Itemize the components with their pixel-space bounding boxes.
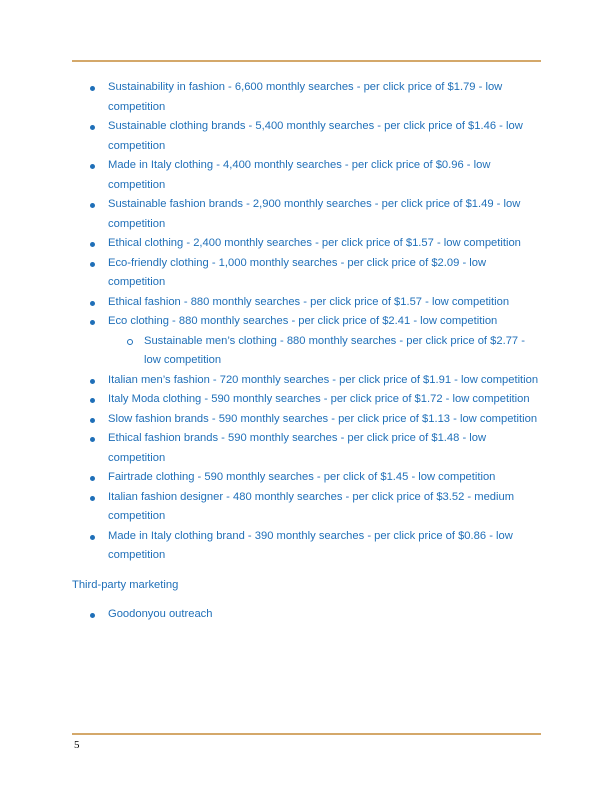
bullet-icon	[90, 301, 95, 306]
keyword-sublist	[72, 332, 542, 371]
list-item-text: Eco-friendly clothing - 1,000 monthly searches - per click price of $2.09 - low competition	[108, 256, 487, 288]
bullet-icon	[90, 437, 95, 442]
list-item	[72, 312, 542, 332]
list-item-text: Italian fashion designer - 480 monthly searches - per click price of $3.52 - medium competition	[108, 490, 515, 522]
bullet-icon	[90, 203, 95, 208]
list-item-text: Ethical fashion - 880 monthly searches - per click price of $1.57 - low competition	[108, 295, 510, 308]
bullet-icon	[90, 320, 95, 325]
page-number: 5	[74, 739, 80, 751]
list-item	[72, 156, 542, 195]
bullet-icon	[90, 379, 95, 384]
list-item-text: Sustainability in fashion - 6,600 monthly searches - per click price of $1.79 - low competition	[108, 81, 503, 113]
list-item-text: Goodonyou outreach	[108, 608, 213, 620]
list-item-text: Italy Moda clothing - 590 monthly searches - per click price of $1.72 - low competition	[108, 393, 530, 405]
bullet-icon	[90, 613, 95, 618]
bullet-icon	[90, 242, 95, 247]
list-item	[72, 117, 542, 156]
bullet-icon	[90, 535, 95, 540]
list-item	[72, 468, 542, 488]
list-item-text: Made in Italy clothing - 4,400 monthly searches - per click price of $0.96 - low competition	[108, 159, 491, 191]
list-item-text: Italian men’s fashion - 720 monthly searches - per click price of $1.91 - low competition	[108, 373, 539, 386]
list-item-text: Sustainable clothing brands - 5,400 monthly searches - per click price of $1.46 - low competition	[108, 120, 523, 152]
hollow-bullet-icon	[127, 339, 133, 345]
list-item	[72, 410, 542, 430]
list-item	[72, 527, 542, 566]
keyword-list	[72, 78, 542, 332]
list-item	[72, 293, 542, 313]
bullet-icon	[90, 476, 95, 481]
footer-rule	[72, 733, 541, 735]
bullet-icon	[90, 262, 95, 267]
page-content	[72, 78, 542, 625]
bullet-icon	[90, 125, 95, 130]
list-item	[72, 371, 542, 391]
bullet-icon	[90, 86, 95, 91]
list-item-text: Ethical clothing - 2,400 monthly searches - per click price of $1.57 - low competition	[108, 237, 521, 249]
list-item	[72, 429, 542, 468]
list-item	[72, 605, 542, 625]
keyword-list-continued	[72, 371, 542, 566]
section-heading-third-party: Third-party marketing	[72, 578, 179, 591]
sublist-item-text: Sustainable men’s clothing - 880 monthly searches - per click price of $2.77 - low competition	[144, 334, 525, 366]
list-item	[72, 234, 542, 254]
list-item	[72, 488, 542, 527]
bullet-icon	[90, 496, 95, 501]
list-item-text: Fairtrade clothing - 590 monthly searches - per click of $1.45 - low competition	[108, 471, 496, 483]
list-item	[72, 195, 542, 234]
sublist-item	[72, 332, 542, 371]
third-party-list	[72, 605, 542, 625]
list-item-text: Eco clothing - 880 monthly searches - per click price of $2.41 - low competition	[108, 315, 498, 327]
list-item-text: Made in Italy clothing brand - 390 monthly searches - per click price of $0.86 - low competition	[108, 529, 513, 561]
bullet-icon	[90, 164, 95, 169]
header-rule	[72, 60, 541, 62]
list-item-text: Sustainable fashion brands - 2,900 monthly searches - per click price of $1.49 - low competition	[108, 198, 521, 230]
list-item-text: Ethical fashion brands - 590 monthly searches - per click price of $1.48 - low competition	[108, 432, 487, 464]
list-item	[72, 78, 542, 117]
bullet-icon	[90, 418, 95, 423]
bullet-icon	[90, 398, 95, 403]
list-item	[72, 390, 542, 410]
list-item-text: Slow fashion brands - 590 monthly searches - per click price of $1.13 - low competition	[108, 412, 538, 425]
list-item	[72, 254, 542, 293]
